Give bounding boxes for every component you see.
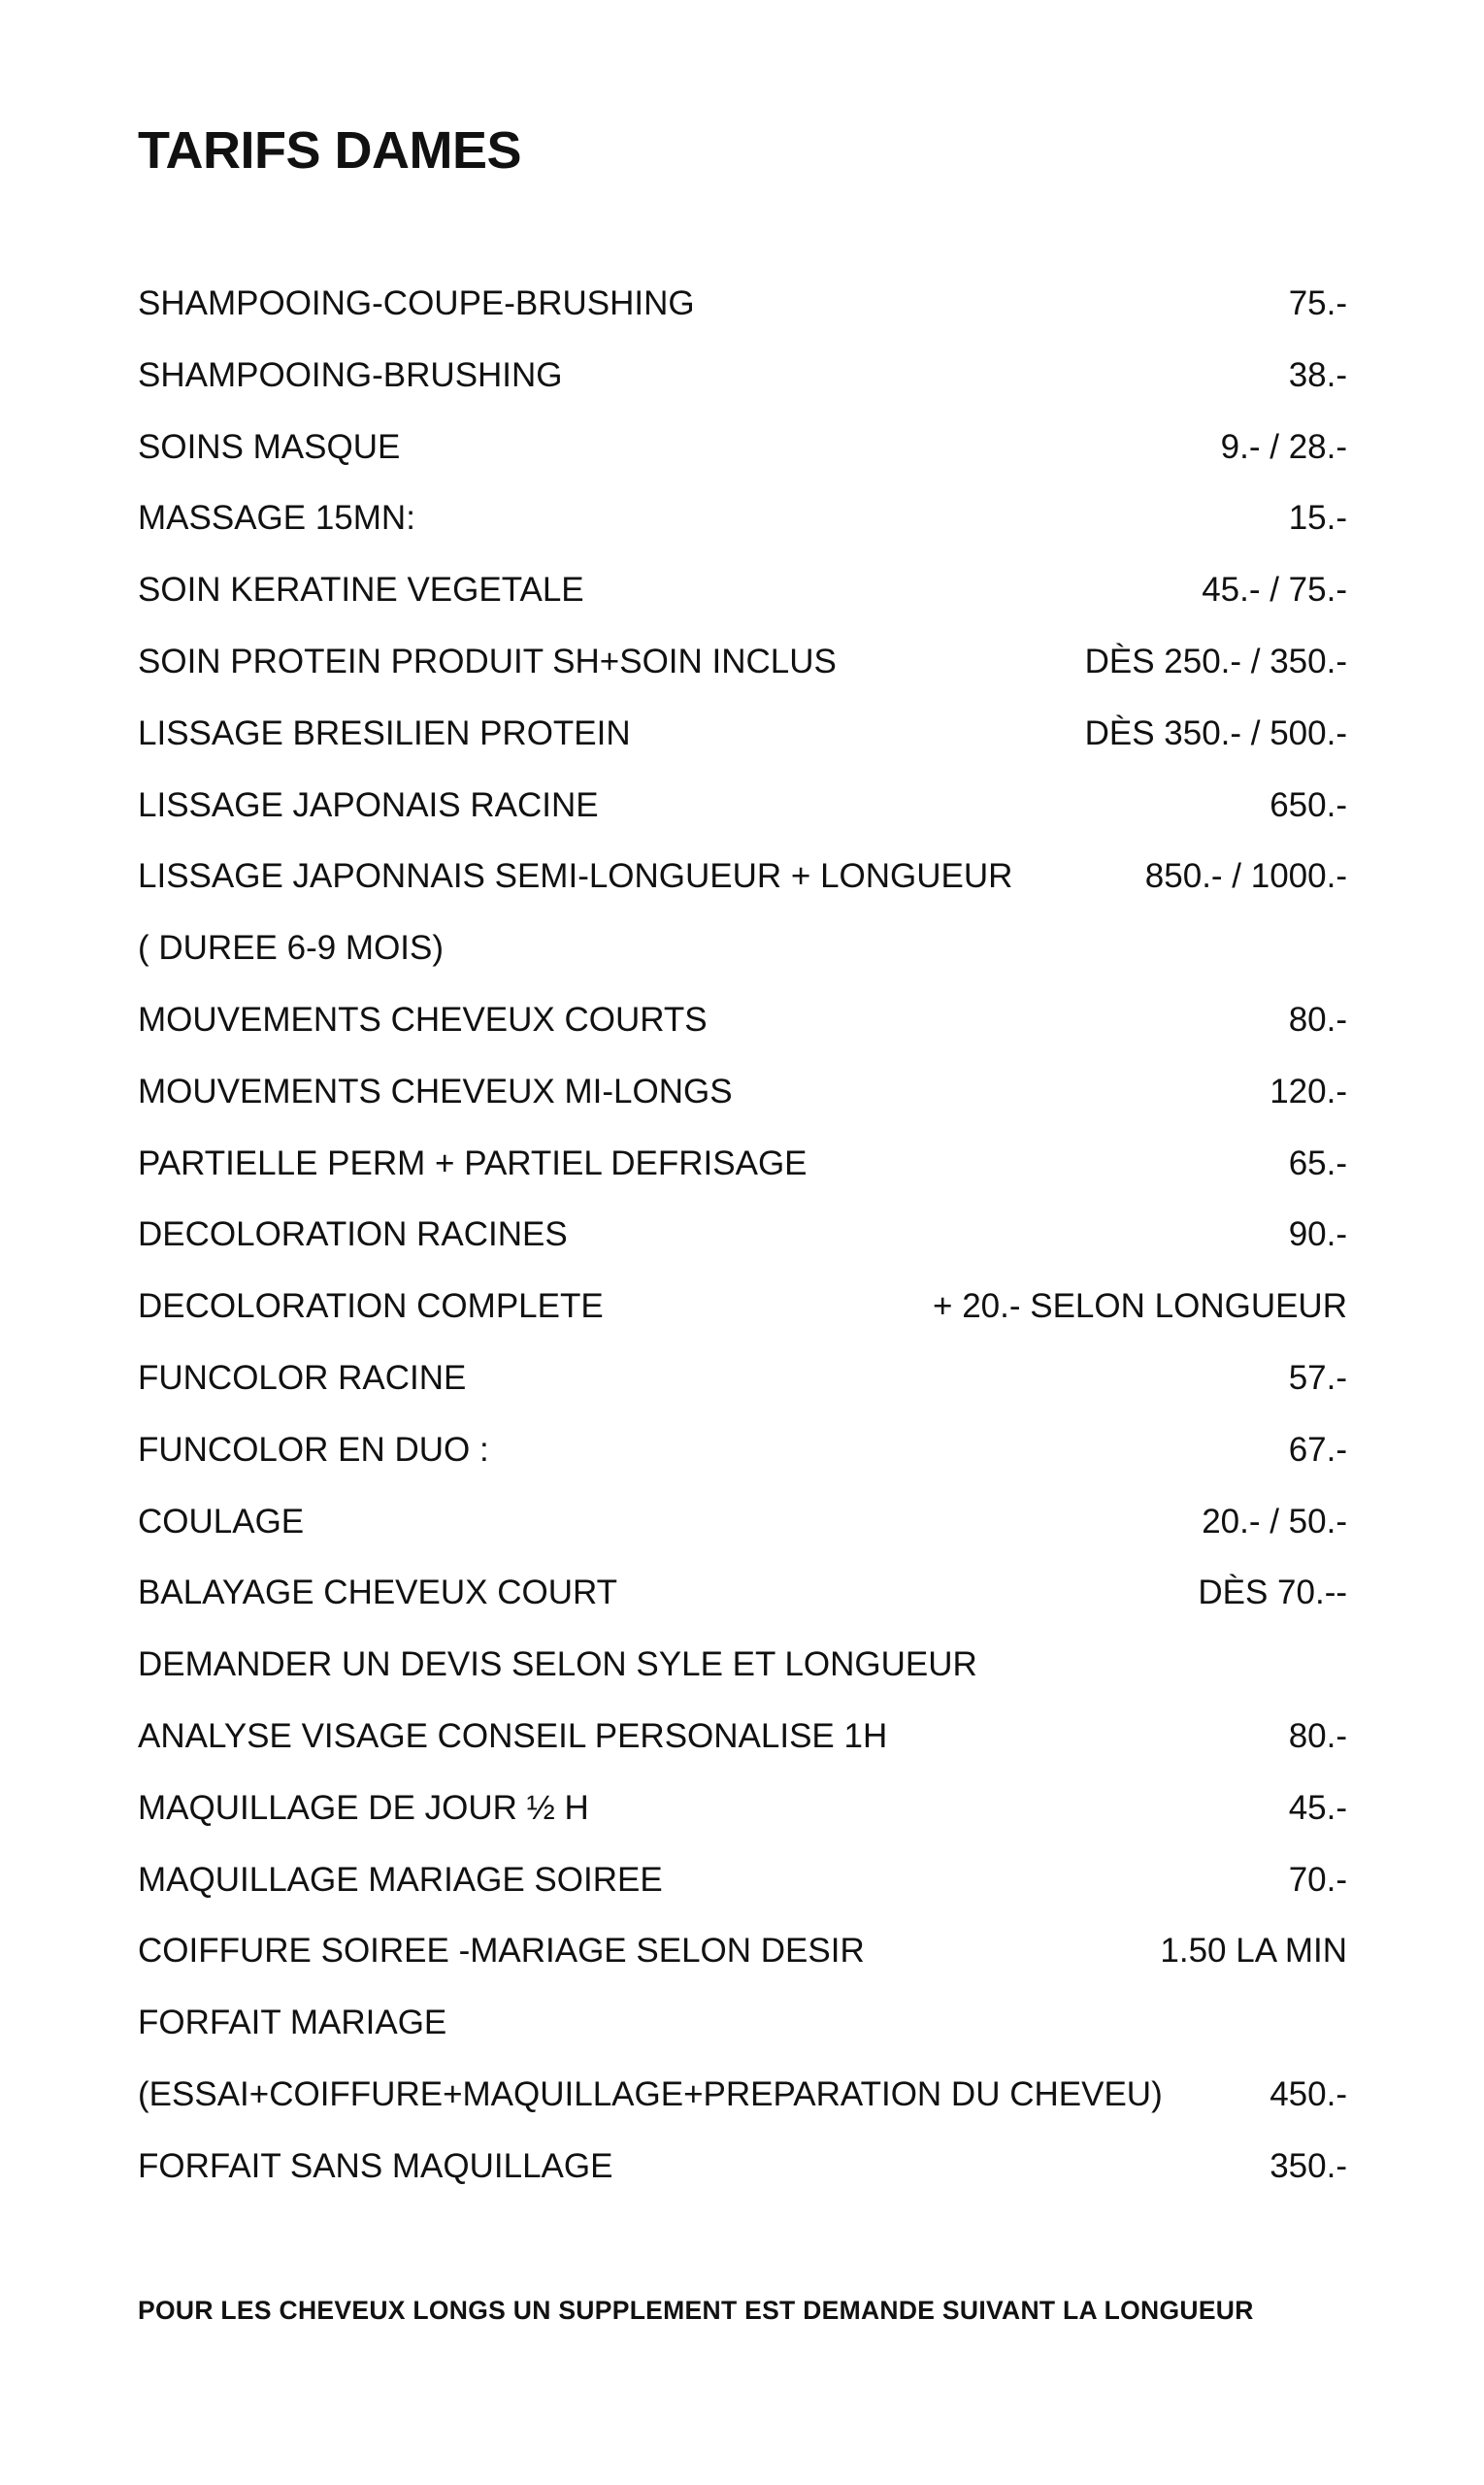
- price-row: [138, 1498, 1347, 1570]
- service-price: 45.-: [1288, 1788, 1347, 1827]
- price-row: [138, 710, 1347, 781]
- service-label: LISSAGE JAPONNAIS SEMI-LONGUEUR + LONGUEUR: [138, 857, 1013, 896]
- service-price: 350.-: [1270, 2146, 1347, 2185]
- service-label: SHAMPOOING-BRUSHING: [138, 355, 563, 394]
- service-price: DÈS 350.- / 500.-: [1084, 713, 1347, 752]
- price-row: [138, 996, 1347, 1068]
- service-price: 90.-: [1288, 1215, 1347, 1254]
- price-row: [138, 1068, 1347, 1140]
- service-price: 650.-: [1270, 785, 1347, 824]
- service-label: SOINS MASQUE: [138, 427, 401, 466]
- price-row: [138, 781, 1347, 853]
- service-price: 67.-: [1288, 1430, 1347, 1469]
- service-price: DÈS 70.--: [1198, 1574, 1347, 1612]
- service-label: PARTIELLE PERM + PARTIEL DEFRISAGE: [138, 1143, 808, 1182]
- service-price: 80.-: [1288, 1716, 1347, 1755]
- service-label: ( DUREE 6-9 MOIS): [138, 929, 445, 968]
- service-label: SOIN PROTEIN PRODUIT SH+SOIN INCLUS: [138, 642, 837, 680]
- service-label: FUNCOLOR EN DUO :: [138, 1430, 489, 1469]
- service-label: SOIN KERATINE VEGETALE: [138, 571, 584, 610]
- service-label: MAQUILLAGE DE JOUR ½ H: [138, 1788, 589, 1827]
- service-price: 65.-: [1288, 1143, 1347, 1182]
- service-price: 850.- / 1000.-: [1144, 857, 1347, 896]
- service-price: 120.-: [1270, 1072, 1347, 1110]
- service-label: COIFFURE SOIREE -MARIAGE SELON DESIR: [138, 1932, 865, 1971]
- price-row: [138, 423, 1347, 495]
- service-price: + 20.- SELON LONGUEUR: [933, 1287, 1347, 1326]
- price-row: [138, 1354, 1347, 1426]
- price-row: [138, 566, 1347, 638]
- service-label: MOUVEMENTS CHEVEUX MI-LONGS: [138, 1072, 733, 1110]
- service-price: 20.- / 50.-: [1202, 1502, 1347, 1541]
- service-label: SHAMPOOING-COUPE-BRUSHING: [138, 284, 695, 322]
- service-label: MOUVEMENTS CHEVEUX COURTS: [138, 1000, 708, 1039]
- price-row: [138, 638, 1347, 710]
- service-price: 1.50 LA MIN: [1160, 1932, 1347, 1971]
- price-row: [138, 1426, 1347, 1498]
- service-label: DECOLORATION RACINES: [138, 1215, 568, 1254]
- service-label: COULAGE: [138, 1502, 305, 1541]
- price-row: [138, 280, 1347, 351]
- service-price: 70.-: [1288, 1860, 1347, 1899]
- price-list: [138, 280, 1347, 2214]
- service-price: 57.-: [1288, 1358, 1347, 1397]
- price-row: [138, 1712, 1347, 1784]
- service-price: 80.-: [1288, 1000, 1347, 1039]
- price-row: [138, 1784, 1347, 1856]
- footer-note: POUR LES CHEVEUX LONGS UN SUPPLEMENT EST DEMANDE SUIVANT LA LONGUEUR: [138, 2296, 1254, 2325]
- price-row: [138, 351, 1347, 423]
- service-price: 9.- / 28.-: [1220, 427, 1347, 466]
- service-price: 45.- / 75.-: [1202, 571, 1347, 610]
- service-label: LISSAGE JAPONAIS RACINE: [138, 785, 599, 824]
- price-row: [138, 924, 1347, 996]
- price-row: [138, 1640, 1347, 1712]
- price-row: [138, 2071, 1347, 2142]
- price-row: [138, 1282, 1347, 1354]
- service-label: MAQUILLAGE MARIAGE SOIREE: [138, 1860, 663, 1899]
- price-row: [138, 1569, 1347, 1640]
- service-label: DECOLORATION COMPLETE: [138, 1287, 604, 1326]
- price-row: [138, 1210, 1347, 1282]
- service-price: 75.-: [1288, 284, 1347, 322]
- price-row: [138, 852, 1347, 924]
- service-label: LISSAGE BRESILIEN PROTEIN: [138, 713, 631, 752]
- price-row: [138, 1999, 1347, 2071]
- price-row: [138, 1927, 1347, 1999]
- service-label: FUNCOLOR RACINE: [138, 1358, 467, 1397]
- price-row: [138, 1856, 1347, 1928]
- service-price: DÈS 250.- / 350.-: [1084, 642, 1347, 680]
- service-price: 15.-: [1288, 499, 1347, 538]
- service-price: 450.-: [1270, 2074, 1347, 2113]
- price-row: [138, 494, 1347, 566]
- service-label: MASSAGE 15MN:: [138, 499, 415, 538]
- price-row: [138, 1140, 1347, 1211]
- price-row: [138, 2142, 1347, 2214]
- service-label: (ESSAI+COIFFURE+MAQUILLAGE+PREPARATION DU CHEVEU): [138, 2074, 1163, 2113]
- service-label: DEMANDER UN DEVIS SELON SYLE ET LONGUEUR: [138, 1645, 977, 1684]
- service-label: FORFAIT SANS MAQUILLAGE: [138, 2146, 613, 2185]
- service-price: 38.-: [1288, 355, 1347, 394]
- service-label: ANALYSE VISAGE CONSEIL PERSONALISE 1H: [138, 1716, 888, 1755]
- page-title: TARIFS DAMES: [138, 121, 521, 180]
- service-label: FORFAIT MARIAGE: [138, 2004, 447, 2042]
- service-label: BALAYAGE CHEVEUX COURT: [138, 1574, 618, 1612]
